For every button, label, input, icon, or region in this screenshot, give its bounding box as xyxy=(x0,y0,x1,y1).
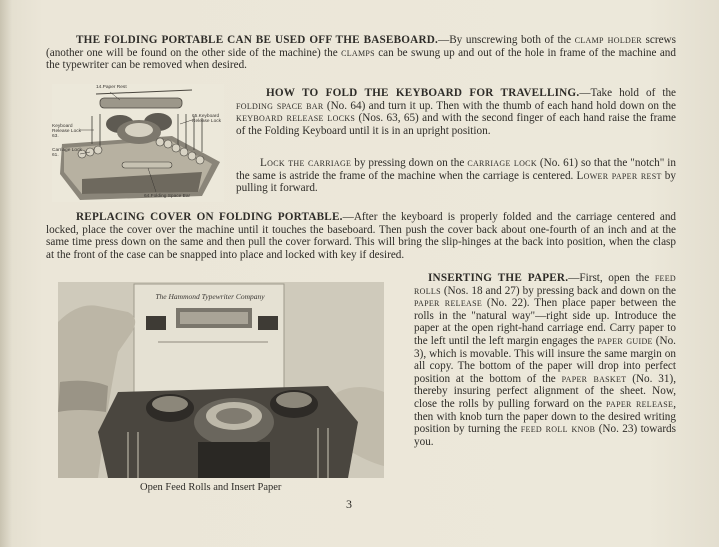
text: (No. 64) and turn it up. Then with the thumb of each hand hold down on the xyxy=(323,99,677,112)
text: —By unscrewing both of the xyxy=(438,34,572,46)
term-paper-release: paper release xyxy=(414,297,483,310)
term-paper-basket: paper basket xyxy=(561,372,627,385)
typewriter-illustration xyxy=(52,84,224,202)
page-number: 3 xyxy=(346,497,352,511)
page-gutter xyxy=(0,0,12,547)
section-lock-carriage xyxy=(236,157,676,195)
term-folding-space-bar: folding space bar xyxy=(236,99,324,112)
heading-baseboard: THE FOLDING PORTABLE CAN BE USED OFF THE BASEBOARD. xyxy=(76,34,438,46)
text: —Take hold of the xyxy=(579,87,677,99)
term-feed-roll-knob: feed roll knob xyxy=(520,423,596,436)
text: (No. 3), which is movable. This will insure the same margin on all copy. The bottom of the paper will drop into perfect position at the bottom of the xyxy=(414,334,676,385)
label-carriage-lock-61: Carriage Lock 61. xyxy=(52,148,82,158)
section-replacing-cover xyxy=(46,211,676,261)
text: (No. 23) towards you. xyxy=(414,423,676,448)
heading-replacing-cover: REPLACING COVER ON FOLDING PORTABLE. xyxy=(76,211,343,223)
label-keyboard-release-lock-63: Keyboard Release Lock 63. xyxy=(52,124,82,139)
text: , then with knob turn the paper down to the desired writing position by turning the xyxy=(414,397,676,436)
paper-heading-text: The Hammond Typewriter Company xyxy=(155,292,265,301)
text: (No. 22). Then place paper between the rolls in the "natural way"—right side up. Introduce the paper at the open right-hand carriage end. Carry paper to the left until the left margin engages the xyxy=(414,297,676,347)
text: can be swung up and out of the hole in frame of the machine and the typewriter can be removed when desired. xyxy=(46,46,676,72)
hands-typewriter-photo xyxy=(58,282,384,478)
heading-fold-keyboard: HOW TO FOLD THE KEYBOARD FOR TRAVELLING. xyxy=(266,87,580,99)
term-keyboard-release-locks: keyboard release locks xyxy=(236,112,356,125)
text: by pressing down on the xyxy=(351,157,468,169)
text: screws (another one will be found on the other side of the machine) the xyxy=(46,34,676,59)
label-keyboard-release-lock-65: 65.Keyboard Release Lock xyxy=(192,114,222,124)
term-clamp-holder: clamp holder xyxy=(574,34,642,46)
term-paper-guide: paper guide xyxy=(597,334,653,347)
folded-keyboard-figure xyxy=(52,84,224,202)
label-paper-rest: 14.Paper Rest xyxy=(96,85,127,90)
section-fold-keyboard xyxy=(236,87,676,137)
insert-paper-photo xyxy=(58,282,384,478)
text: —After the keyboard is properly folded and the carriage centered and locked, place the cover over the machine until it touches the baseboard. Then push the cover back about one-fourth of an inch and at the same time press down on the same and then pull the cover forward. This will bring the slip-hinges at the back into position, when the clasp at the front of the case can be snapped into place and locked with key if desired. xyxy=(46,211,677,261)
text: —First, open the xyxy=(568,272,655,284)
photo-caption: Open Feed Rolls and Insert Paper xyxy=(140,482,282,493)
term-feed-rolls: feed rolls xyxy=(414,272,677,297)
term-carriage-lock: carriage lock xyxy=(467,157,537,169)
heading-inserting-paper: INSERTING THE PAPER. xyxy=(428,272,569,284)
text: by pulling it forward. xyxy=(236,169,676,195)
text: (No. 31), thereby insuring perfect alignment of the sheet. Now, close the rolls by pulling forward on the xyxy=(414,372,677,410)
text: (Nos. 18 and 27) by pressing back and down on the xyxy=(440,284,676,297)
label-folding-space-bar-64: 64.Folding Space Bar xyxy=(144,194,191,199)
section-baseboard xyxy=(46,34,676,72)
term-lock-the-carriage: Lock the carriage xyxy=(260,157,352,169)
term-paper-release: paper release xyxy=(605,397,674,410)
text: (Nos. 63, 65) and with the second finger of each hand raise the frame of the Folding Keyboard until it is in an upright position. xyxy=(236,112,676,137)
term-clamps: clamps xyxy=(341,46,375,59)
term-lower-paper-rest: Lower paper rest xyxy=(576,169,662,182)
text: (No. 61) so that the "notch" in the same is astride the frame of the machine when the carriage is centered. xyxy=(236,157,676,182)
section-inserting-paper xyxy=(414,272,676,448)
